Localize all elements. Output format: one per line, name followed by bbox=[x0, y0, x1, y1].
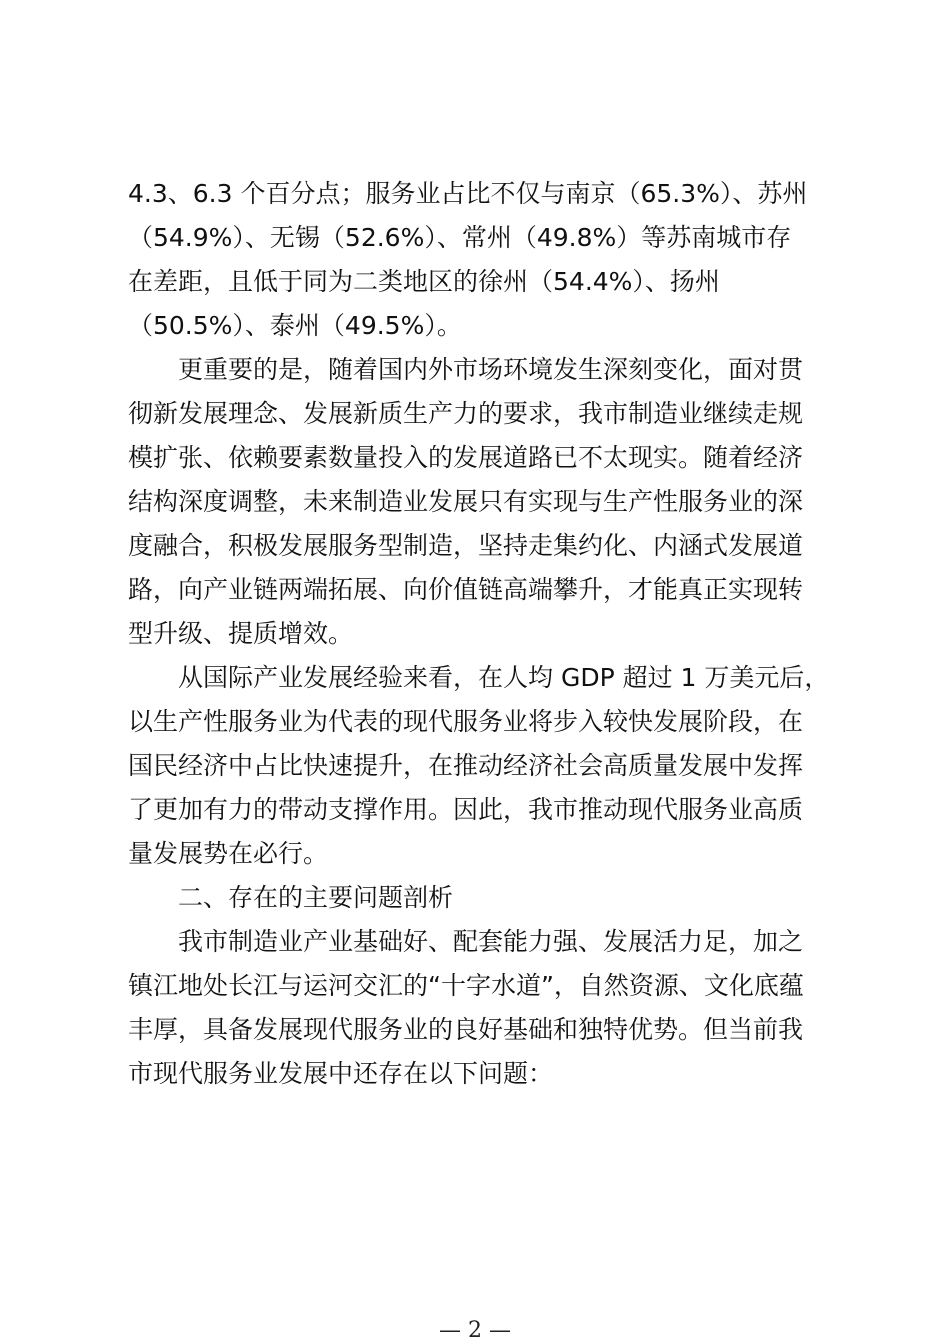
text-line-8: 结构深度调整，未来制造业发展只有实现与生产性服务业的深 bbox=[128, 487, 804, 516]
text-line-18: 我市制造业产业基础好、配套能力强、发展活力足，加之 bbox=[178, 927, 804, 956]
body-text bbox=[128, 172, 828, 1096]
text-line-6: 彻新发展理念、发展新质生产力的要求，我市制造业继续走规 bbox=[128, 399, 804, 428]
text-line-19: 镇江地处长江与运河交汇的“十字水道”，自然资源、文化底蕴 bbox=[128, 971, 804, 1000]
text-line-2: （54.9%）、无锡（52.6%）、常州（49.8%）等苏南城市存 bbox=[128, 223, 792, 252]
text-line-10: 路，向产业链两端拓展、向价值链高端攀升，才能真正实现转 bbox=[128, 575, 804, 604]
text-line-7: 模扩张、依赖要素数量投入的发展道路已不太现实。随着经济 bbox=[128, 443, 804, 472]
text-line-21: 市现代服务业发展中还存在以下问题： bbox=[128, 1059, 554, 1088]
text-line-14: 国民经济中占比快速提升，在推动经济社会高质量发展中发挥 bbox=[128, 751, 804, 780]
text-line-3: 在差距，且低于同为二类地区的徐州（54.4%）、扬州 bbox=[128, 267, 720, 296]
text-line-1: 4.3、6.3 个百分点；服务业占比不仅与南京（65.3%）、苏州 bbox=[128, 179, 808, 208]
text-line-13: 以生产性服务业为代表的现代服务业将步入较快发展阶段，在 bbox=[128, 707, 804, 736]
text-line-20: 丰厚，具备发展现代服务业的良好基础和独特优势。但当前我 bbox=[128, 1015, 804, 1044]
text-line-12: 从国际产业发展经验来看，在人均 GDP 超过 1 万美元后， bbox=[178, 663, 830, 692]
section-heading: 二、存在的主要问题剖析 bbox=[178, 883, 454, 912]
text-line-11: 型升级、提质增效。 bbox=[128, 619, 354, 648]
text-line-5: 更重要的是，随着国内外市场环境发生深刻变化，面对贯 bbox=[178, 355, 804, 384]
text-line-4: （50.5%）、泰州（49.5%）。 bbox=[128, 311, 462, 340]
text-line-16: 量发展势在必行。 bbox=[128, 839, 329, 868]
text-line-9: 度融合，积极发展服务型制造，坚持走集约化、内涵式发展道 bbox=[128, 531, 804, 560]
page-number: — 2 — bbox=[439, 1318, 511, 1343]
text-line-15: 了更加有力的带动支撑作用。因此，我市推动现代服务业高质 bbox=[128, 795, 804, 824]
